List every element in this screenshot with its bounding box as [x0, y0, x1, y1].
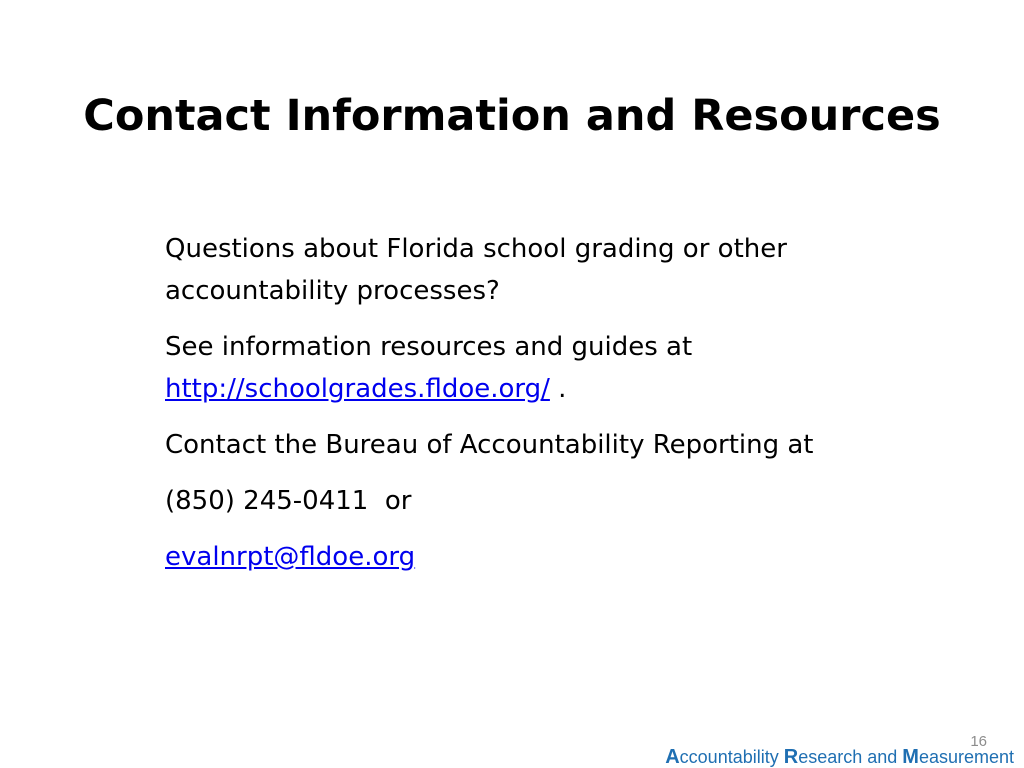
question-paragraph	[165, 228, 865, 312]
footer-a-rest: ccountability	[679, 747, 784, 767]
footer-m-cap: M	[902, 746, 919, 768]
schoolgrades-link[interactable]: http://schoolgrades.fldoe.org/	[165, 374, 550, 404]
slide-title: Contact Information and Resources	[83, 91, 941, 141]
footer-m-rest: easurement	[918, 747, 1014, 767]
resources-line-2	[165, 368, 865, 410]
contact-paragraph: Contact the Bureau of Accountability Reporting at	[165, 430, 814, 460]
question-line-1: Questions about Florida school grading or other	[165, 234, 787, 264]
slide-number: 16	[970, 733, 987, 750]
footer-r-cap: R	[783, 746, 799, 768]
footer-a-cap: A	[665, 746, 680, 768]
footer-branding	[665, 746, 1014, 768]
resources-line-1: See information resources and guides at	[165, 332, 693, 362]
email-paragraph	[165, 536, 865, 578]
footer-r-rest: esearch and	[798, 747, 903, 767]
resources-paragraph	[165, 326, 865, 410]
resources-period: .	[549, 374, 567, 404]
slide-body	[165, 228, 865, 592]
question-line-2: accountability processes?	[165, 276, 500, 306]
email-link[interactable]: evalnrpt@fldoe.org	[165, 542, 416, 572]
phone-paragraph: (850) 245-0411 or	[165, 486, 412, 516]
